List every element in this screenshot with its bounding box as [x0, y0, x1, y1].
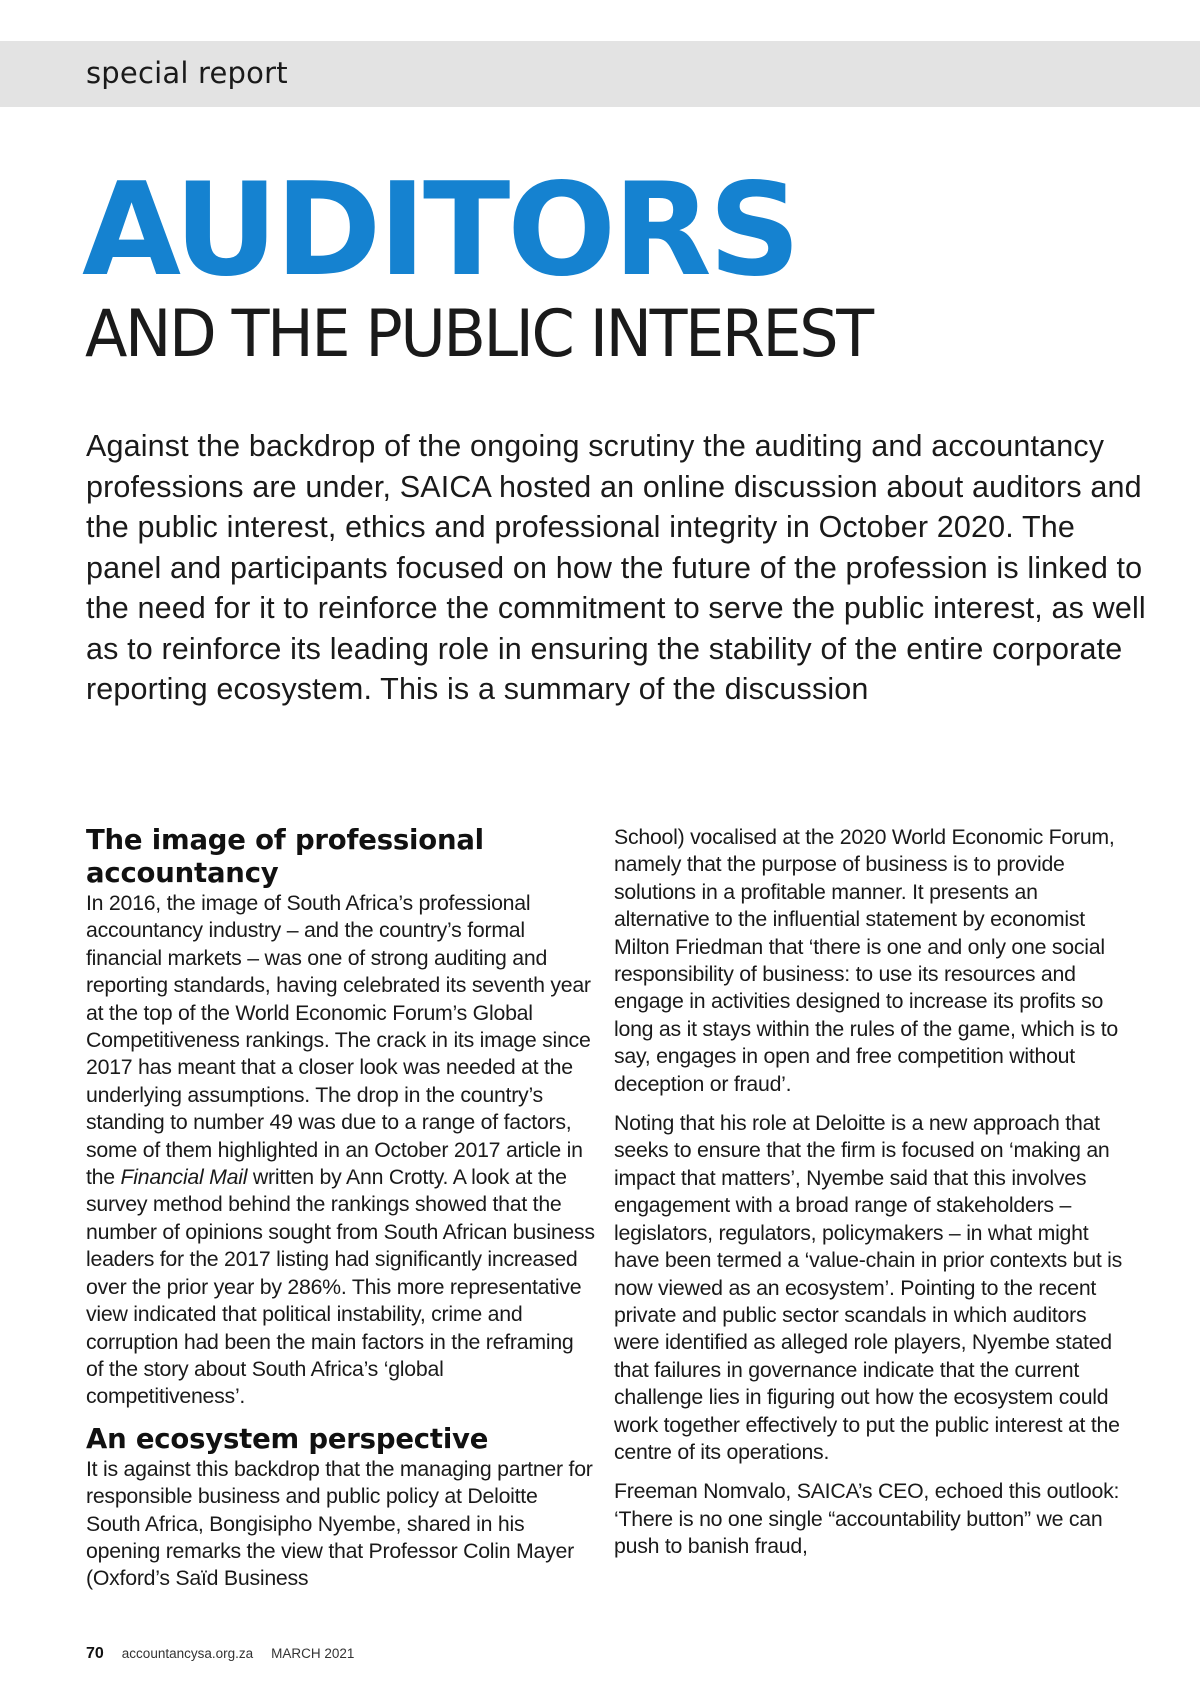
section-label: special report — [86, 56, 288, 90]
paragraph-image-part2: written by Ann Crotty. A look at the survey method behind the rankings showed that the number of opinions sought from South African business leaders for the 2017 listing had significantly increased over the prior year by 286%. This more representative view indicated that political instability, crime and corruption had been the main factors in the reframing of the story about South Africa’s ‘global competitiveness’. — [86, 1165, 595, 1409]
column-left — [86, 824, 596, 1604]
publication-name: Financial Mail — [120, 1165, 248, 1190]
column-right — [614, 824, 1134, 1573]
paragraph-image-part1: In 2016, the image of South Africa’s professional accountancy industry – and the country’s formal financial markets – was one of strong auditing and reporting standards, having celebrated its seventh year at the top of the World Economic Forum’s Global Competitiveness rankings. The crack in its image since 2017 has meant that a closer look was needed at the underlying assumptions. The drop in the country’s standing to number 49 was due to a range of factors, some of them highlighted in an October 2017 article in the — [86, 891, 591, 1190]
paragraph-ecosystem-2: Noting that his role at Deloitte is a new approach that seeks to ensure that the firm is focused on ‘making an impact that matters’, Nyembe said that this involves engagement with a broad range of stakeholders – legislators, regulators, policymakers – in what might have been termed a ‘value-chain in prior contexts but is now viewed as an ecosystem’. Pointing to the recent private and public sector scandals in which auditors were identified as alleged role players, Nyembe stated that failures in governance indicate that the current challenge lies in figuring out how the ecosystem could work together effectively to put the public interest at the centre of its operations. — [614, 1111, 1123, 1464]
heading-ecosystem: An ecosystem perspective — [86, 1422, 489, 1455]
article-subtitle: AND THE PUBLIC INTEREST — [85, 294, 872, 372]
paragraph-ecosystem-1-right: School) vocalised at the 2020 World Economic Forum, namely that the purpose of business is to provide solutions in a profitable manner. It presents an alternative to the influential statement by economist Milton Friedman that ‘there is one and only one social responsibility of business: to use its resources and engage in activities designed to increase its profits so long as it stays within the rules of the game, which is to say, engages in open and free competition without deception or fraud’. — [614, 825, 1118, 1096]
page-footer — [86, 1645, 354, 1663]
article-title: AUDITORS — [82, 156, 798, 305]
paragraph-ecosystem-3: Freeman Nomvalo, SAICA’s CEO, echoed this outlook: ‘There is no one single “accountability button” we can push to banish fraud, — [614, 1479, 1120, 1559]
website: accountancysa.org.za — [121, 1646, 254, 1661]
issue-date: MARCH 2021 — [271, 1646, 355, 1661]
standfirst: Against the backdrop of the ongoing scrutiny the auditing and accountancy professions are under, SAICA hosted an online discussion about auditors and the public interest, ethics and professional integrity in October 2020. The panel and participants focused on how the future of the profession is linked to the need for it to reinforce the commitment to serve the public interest, as well as to reinforce its leading role in ensuring the stability of the entire corporate reporting ecosystem. This is a summary of the discussion — [86, 429, 1146, 706]
paragraph-ecosystem-1-left: It is against this backdrop that the managing partner for responsible business and public policy at Deloitte South Africa, Bongisipho Nyembe, shared in his opening remarks the view that Professor Colin Mayer (Oxford’s Saïd Business — [86, 1456, 593, 1591]
page-number: 70 — [86, 1645, 104, 1662]
heading-image: The image of professional accountancy — [86, 824, 484, 889]
paragraph-image — [86, 890, 596, 1411]
